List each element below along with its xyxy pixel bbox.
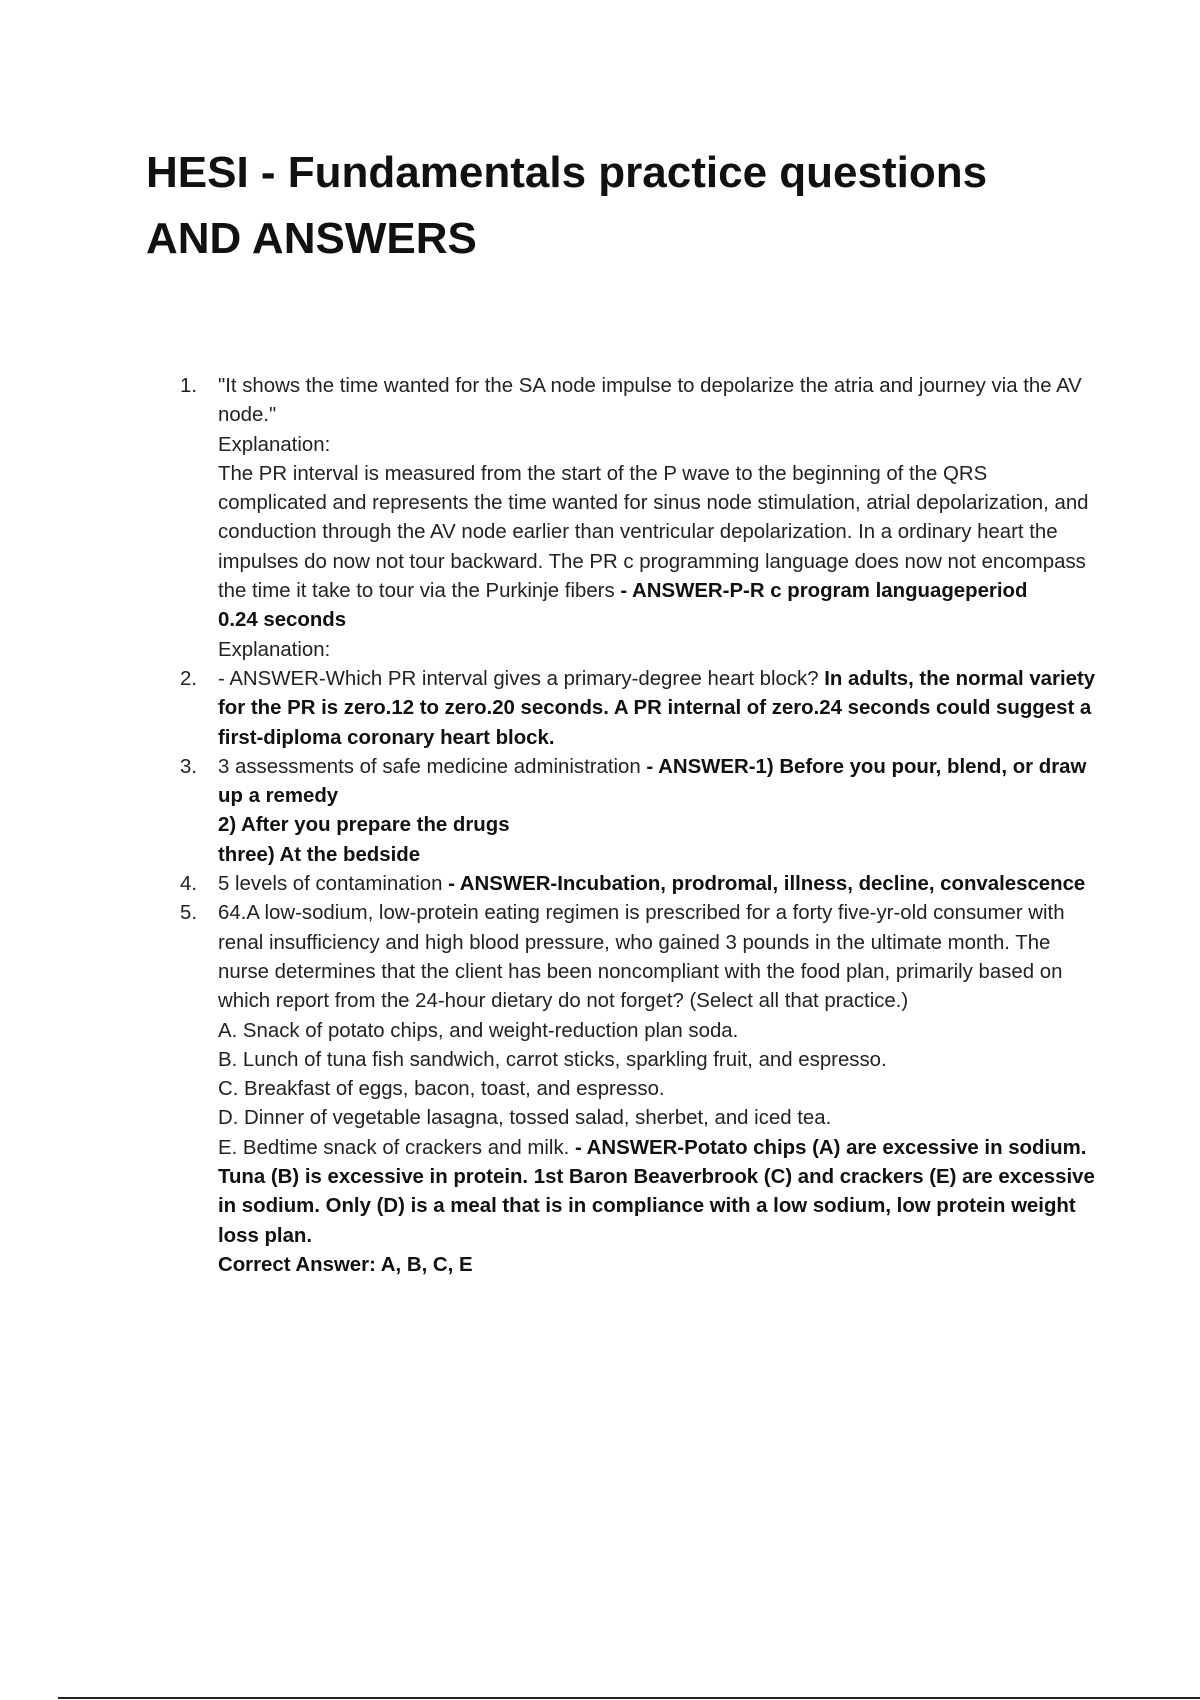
answer-text: - ANSWER-Incubation, prodromal, illness, decline, convalescence: [442, 873, 1086, 896]
answer-text: - ANSWER-P-R c program languageperiod: [614, 580, 1028, 603]
answer-text-line-2: 0.24 seconds: [218, 609, 347, 632]
question-list: [0, 372, 1200, 1280]
question-number: 3.: [180, 755, 198, 778]
answer-text-line-2: 2) After you prepare the drugs: [218, 814, 510, 837]
question-item-4: [0, 870, 1200, 899]
answer-text: In adults, the normal variety for the PR is zero.12 to zero.20 seconds. A PR internal of zero.24 seconds could suggest a first-diploma coronary heart block.: [218, 667, 1096, 749]
footer-divider: [58, 1697, 1200, 1699]
question-paragraph: [218, 665, 1096, 753]
explanation-label-2: Explanation:: [218, 638, 331, 661]
question-prompt: 5 levels of contamination: [218, 873, 443, 896]
answer-option-c: C. Breakfast of eggs, bacon, toast, and espresso.: [218, 1078, 665, 1101]
question-prompt: 64.A low-sodium, low-protein eating regimen is prescribed for a forty five-yr-old consumer with renal insufficiency and high blood pressure, who gained 3 pounds in the ultimate month. The nurse determines that the client has been noncompliant with the food plan, primarily based on which report from the 24-hour dietary do not forget? (Select all that practice.): [218, 902, 1065, 1013]
question-item-1: [0, 372, 1200, 665]
question-item-3: [0, 753, 1200, 870]
answer-text-line-3: three) At the bedside: [218, 843, 421, 866]
question-number: 5.: [180, 902, 198, 925]
question-item-5: [0, 899, 1200, 1280]
correct-answer: Correct Answer: A, B, C, E: [218, 1253, 473, 1276]
question-paragraph: [218, 753, 1096, 812]
question-paragraph: [218, 870, 1096, 899]
answer-text: - ANSWER-Potato chips (A) are excessive in sodium. Tuna (B) is excessive in protein. 1st Baron Beaverbrook (C) and crackers (E) are excessive in sodium. Only (D) is a meal that is in compliance with a low sodium, low protein weight loss plan.: [218, 1136, 1095, 1247]
answer-option-e-paragraph: [218, 1134, 1096, 1251]
document-title: [146, 140, 1106, 272]
title-line-2: AND ANSWERS: [146, 214, 477, 263]
answer-option-e: E. Bedtime snack of crackers and milk.: [218, 1136, 570, 1159]
question-prompt: 3 assessments of safe medicine administration: [218, 755, 641, 778]
answer-option-a: A. Snack of potato chips, and weight-reduction plan soda.: [218, 1019, 739, 1042]
explanation-paragraph: [218, 460, 1096, 606]
question-number: 4.: [180, 873, 198, 896]
explanation-label: Explanation:: [218, 433, 331, 456]
title-line-1: HESI - Fundamentals practice questions: [146, 148, 988, 197]
question-prompt: "It shows the time wanted for the SA node impulse to depolarize the atria and journey via the AV node.": [218, 375, 1082, 427]
question-prompt: - ANSWER-Which PR interval gives a primary-degree heart block?: [218, 667, 825, 690]
question-item-2: [0, 665, 1200, 753]
question-number: 1.: [180, 375, 198, 397]
answer-option-d: D. Dinner of vegetable lasagna, tossed salad, sherbet, and iced tea.: [218, 1107, 832, 1130]
answer-option-b: B. Lunch of tuna fish sandwich, carrot sticks, sparkling fruit, and espresso.: [218, 1048, 887, 1071]
question-number: 2.: [180, 667, 198, 690]
explanation-text: The PR interval is measured from the start of the P wave to the beginning of the QRS complicated and represents the time wanted for sinus node stimulation, atrial depolarization, and conduction through the AV node earlier than ventricular depolarization. In a ordinary heart the impulses do now not tour backward. The PR c programming language does now not encompass the time it take to tour via the Purkinje fibers: [218, 462, 1089, 603]
answer-text: - ANSWER-1) Before you pour, blend, or draw up a remedy: [218, 755, 1087, 808]
